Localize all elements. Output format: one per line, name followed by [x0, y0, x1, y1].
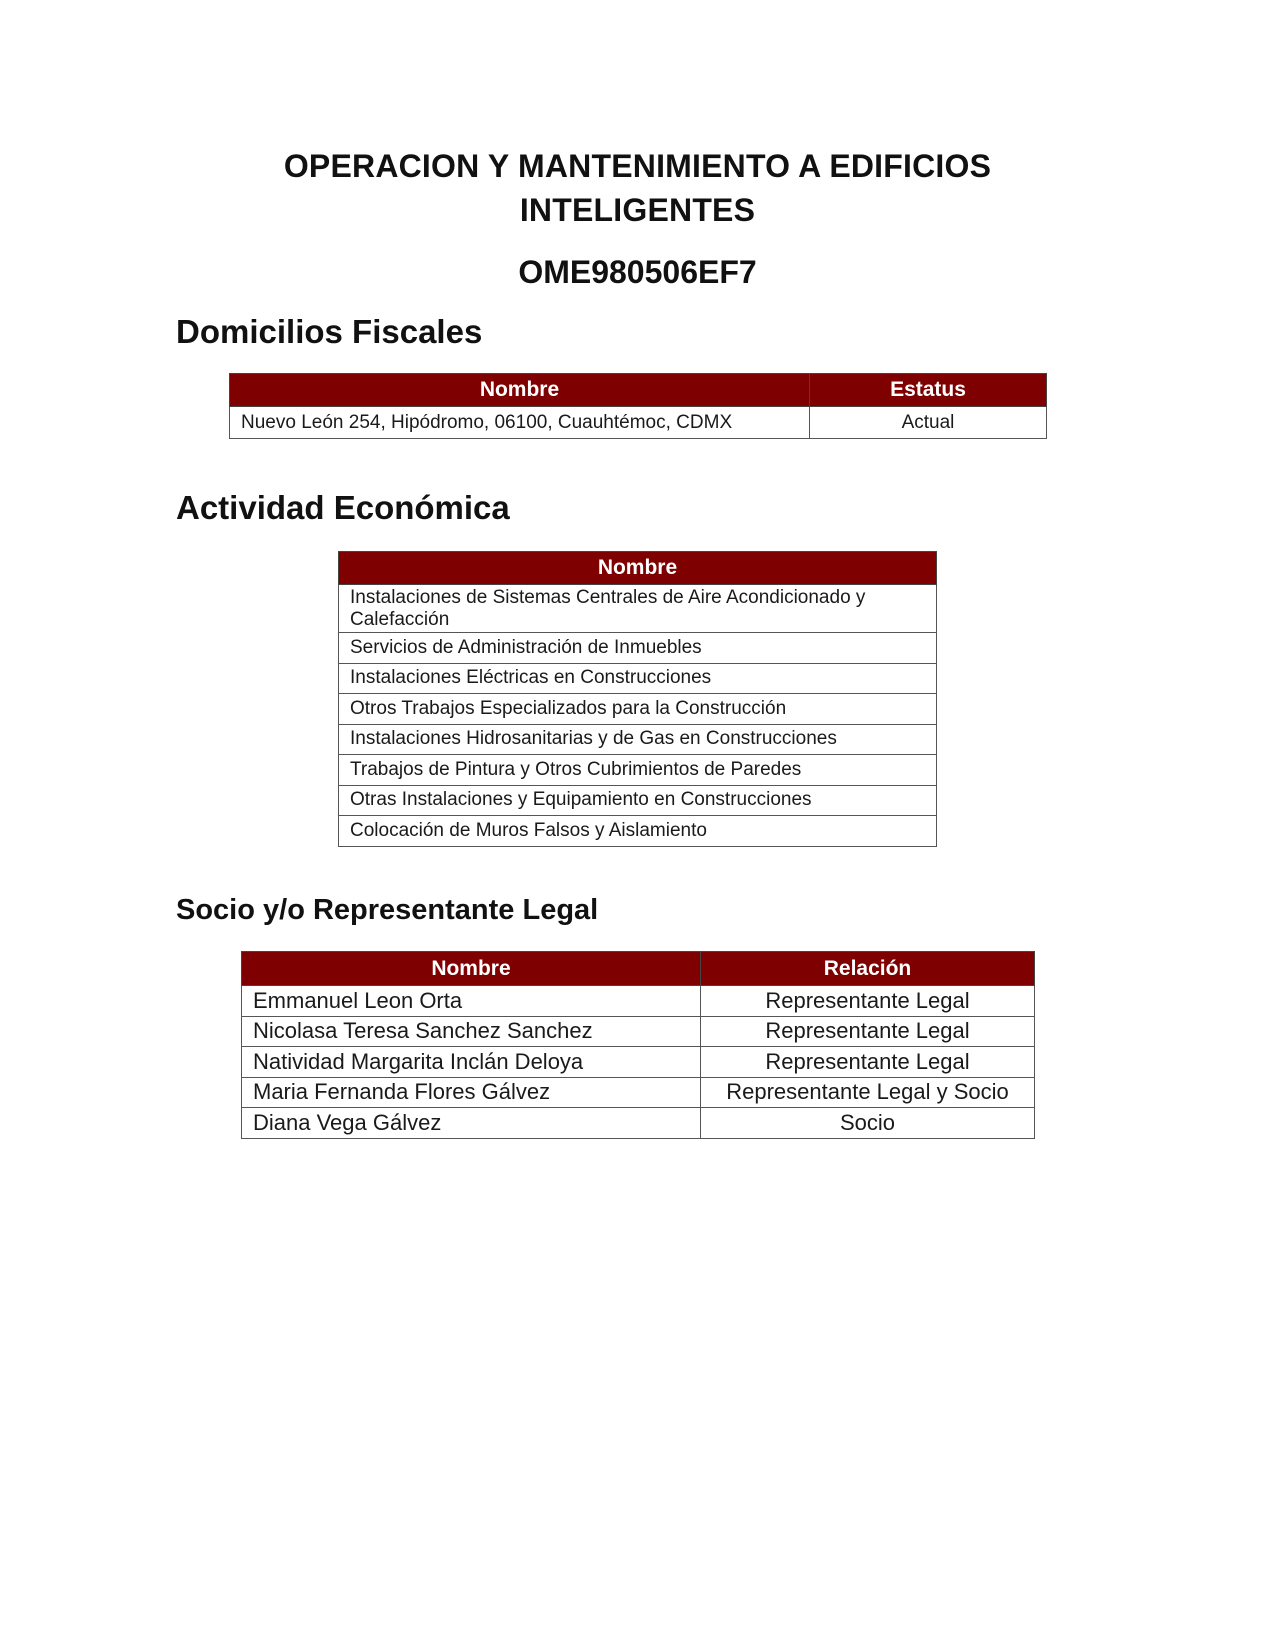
column-header-nombre: Nombre: [339, 552, 937, 585]
table-row: [242, 986, 1035, 1017]
column-header-nombre: Nombre: [242, 952, 701, 986]
actividad-cell: Instalaciones de Sistemas Centrales de Aire Acondicionado y Calefacción: [339, 585, 937, 633]
table-header-row: [339, 552, 937, 585]
actividad-cell: Instalaciones Hidrosanitarias y de Gas en Construcciones: [339, 724, 937, 755]
actividad-table: [338, 551, 937, 847]
domicilio-estatus-cell: Actual: [810, 407, 1047, 439]
table-row: [339, 755, 937, 786]
company-rfc: OME980506EF7: [518, 254, 757, 290]
domicilios-table: [229, 373, 1047, 439]
socio-relacion-cell: Representante Legal: [701, 1016, 1035, 1047]
socio-relacion-cell: Representante Legal y Socio: [701, 1077, 1035, 1108]
socio-relacion-cell: Representante Legal: [701, 986, 1035, 1017]
table-row: [242, 1016, 1035, 1047]
actividad-cell: Colocación de Muros Falsos y Aislamiento: [339, 816, 937, 847]
socio-nombre-cell: Diana Vega Gálvez: [242, 1108, 701, 1139]
socio-relacion-cell: Representante Legal: [701, 1047, 1035, 1078]
table-row: [242, 1077, 1035, 1108]
company-name: OPERACION Y MANTENIMIENTO A EDIFICIOS INTELIGENTES: [283, 148, 992, 228]
table-row: [339, 585, 937, 633]
actividad-cell: Instalaciones Eléctricas en Construcciones: [339, 663, 937, 694]
column-header-nombre: Nombre: [230, 374, 810, 407]
actividad-cell: Otras Instalaciones y Equipamiento en Construcciones: [339, 785, 937, 816]
table-row: [242, 1047, 1035, 1078]
actividad-cell: Otros Trabajos Especializados para la Construcción: [339, 694, 937, 725]
domicilio-nombre-cell: Nuevo León 254, Hipódromo, 06100, Cuauhtémoc, CDMX: [230, 407, 810, 439]
socios-table: [241, 951, 1035, 1139]
socio-nombre-cell: Maria Fernanda Flores Gálvez: [242, 1077, 701, 1108]
table-row: [339, 724, 937, 755]
table-row: [339, 694, 937, 725]
table-row: [339, 663, 937, 694]
table-row: [339, 785, 937, 816]
socio-nombre-cell: Emmanuel Leon Orta: [242, 986, 701, 1017]
table-row: [230, 407, 1047, 439]
actividad-cell: Trabajos de Pintura y Otros Cubrimientos de Paredes: [339, 755, 937, 786]
table-header-row: [230, 374, 1047, 407]
actividad-heading: Actividad Económica: [176, 489, 510, 526]
socios-heading: Socio y/o Representante Legal: [176, 894, 599, 926]
table-row: [339, 633, 937, 664]
column-header-estatus: Estatus: [810, 374, 1047, 407]
socio-nombre-cell: Natividad Margarita Inclán Deloya: [242, 1047, 701, 1078]
actividad-cell: Servicios de Administración de Inmuebles: [339, 633, 937, 664]
domicilios-heading: Domicilios Fiscales: [176, 313, 483, 350]
table-row: [339, 816, 937, 847]
socio-nombre-cell: Nicolasa Teresa Sanchez Sanchez: [242, 1016, 701, 1047]
table-header-row: [242, 952, 1035, 986]
table-row: [242, 1108, 1035, 1139]
column-header-relacion: Relación: [701, 952, 1035, 986]
socio-relacion-cell: Socio: [701, 1108, 1035, 1139]
